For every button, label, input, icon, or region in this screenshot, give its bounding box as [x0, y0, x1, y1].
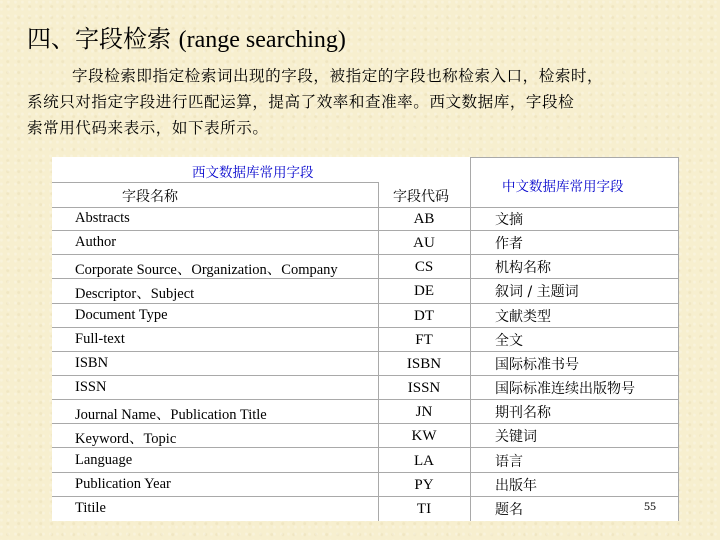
- chinese-database-title: 中文数据库常用字段: [502, 179, 624, 195]
- field-name-cell: Descriptor、Subject: [75, 286, 195, 303]
- field-code-cell: AU: [413, 235, 435, 252]
- paragraph-line: 系统只对指定字段进行匹配运算，提高了效率和查准率。西文数据库，字段检: [27, 93, 575, 111]
- field-code-cell: DT: [414, 307, 434, 324]
- field-code-cell: DE: [414, 283, 434, 300]
- field-name-cell: Author: [75, 234, 117, 251]
- table-row: [52, 255, 679, 279]
- chinese-field-cell: 文摘: [495, 212, 523, 228]
- chinese-field-cell: 题名: [495, 501, 523, 518]
- chinese-field-cell: 全文: [495, 332, 523, 349]
- chinese-field-cell: 出版年: [495, 477, 537, 494]
- table-row: [52, 400, 679, 424]
- field-code-cell: LA: [414, 452, 434, 469]
- table-divider: [470, 157, 679, 158]
- chinese-field-cell: 语言: [495, 453, 523, 470]
- chinese-field-cell: 国际标准书号: [495, 356, 579, 373]
- table-row: [52, 231, 679, 255]
- page-number: 55: [644, 499, 656, 513]
- field-name-cell: Language: [75, 451, 133, 468]
- field-name-cell: ISSN: [75, 379, 107, 396]
- table-row: [52, 376, 679, 400]
- field-code-table: [52, 157, 679, 521]
- section-heading: [27, 19, 346, 54]
- field-name-cell: ISBN: [75, 354, 109, 371]
- table-row: [52, 207, 679, 231]
- table-divider: [52, 182, 378, 183]
- table-row: [52, 473, 679, 497]
- chinese-field-cell: 文献类型: [495, 308, 551, 325]
- table-row: [52, 352, 679, 376]
- table-row: [52, 449, 679, 473]
- chinese-field-cell: 叙词 / 主题词: [495, 284, 579, 301]
- field-name-cell: Full-text: [75, 330, 125, 347]
- field-name-cell: Keyword、Topic: [75, 431, 177, 448]
- header-field-name: 字段名称: [122, 189, 178, 205]
- field-code-cell: ISSN: [407, 380, 441, 397]
- intro-paragraph: [27, 63, 717, 141]
- field-name-cell: Publication Year: [75, 475, 171, 492]
- field-name-cell: Titile: [75, 499, 106, 516]
- field-code-cell: PY: [414, 476, 434, 493]
- heading-english: (range searching): [178, 27, 346, 53]
- field-code-cell: AB: [413, 211, 435, 227]
- field-code-cell: TI: [416, 500, 432, 517]
- field-code-cell: CS: [414, 259, 434, 276]
- table-row: [52, 497, 679, 521]
- table-row: [52, 328, 679, 352]
- field-code-cell: ISBN: [406, 355, 442, 372]
- chinese-field-cell: 机构名称: [495, 260, 551, 277]
- heading-chinese: 四、字段检索: [27, 25, 171, 53]
- table-row: [52, 424, 679, 448]
- chinese-field-cell: 关键词: [495, 429, 537, 446]
- field-code-cell: KW: [411, 428, 437, 445]
- field-name-cell: Journal Name、Publication Title: [75, 407, 267, 424]
- field-name-cell: Corporate Source、Organization、Company: [75, 262, 338, 279]
- table-row: [52, 304, 679, 328]
- paragraph-line: 字段检索即指定检索词出现的字段，被指定的字段也称检索入口，检索时，: [72, 67, 604, 85]
- paragraph-line: 索常用代码来表示，如下表所示。: [27, 119, 269, 137]
- header-field-code: 字段代码: [393, 189, 449, 205]
- west-database-title: 西文数据库常用字段: [192, 165, 314, 181]
- field-name-cell: Abstracts: [75, 210, 130, 226]
- chinese-field-cell: 作者: [495, 236, 523, 253]
- chinese-field-cell: 国际标准连续出版物号: [495, 381, 635, 398]
- field-code-cell: JN: [415, 404, 433, 421]
- field-name-cell: Document Type: [75, 306, 168, 323]
- field-code-cell: FT: [415, 331, 433, 348]
- chinese-field-cell: 期刊名称: [495, 405, 551, 422]
- table-row: [52, 279, 679, 303]
